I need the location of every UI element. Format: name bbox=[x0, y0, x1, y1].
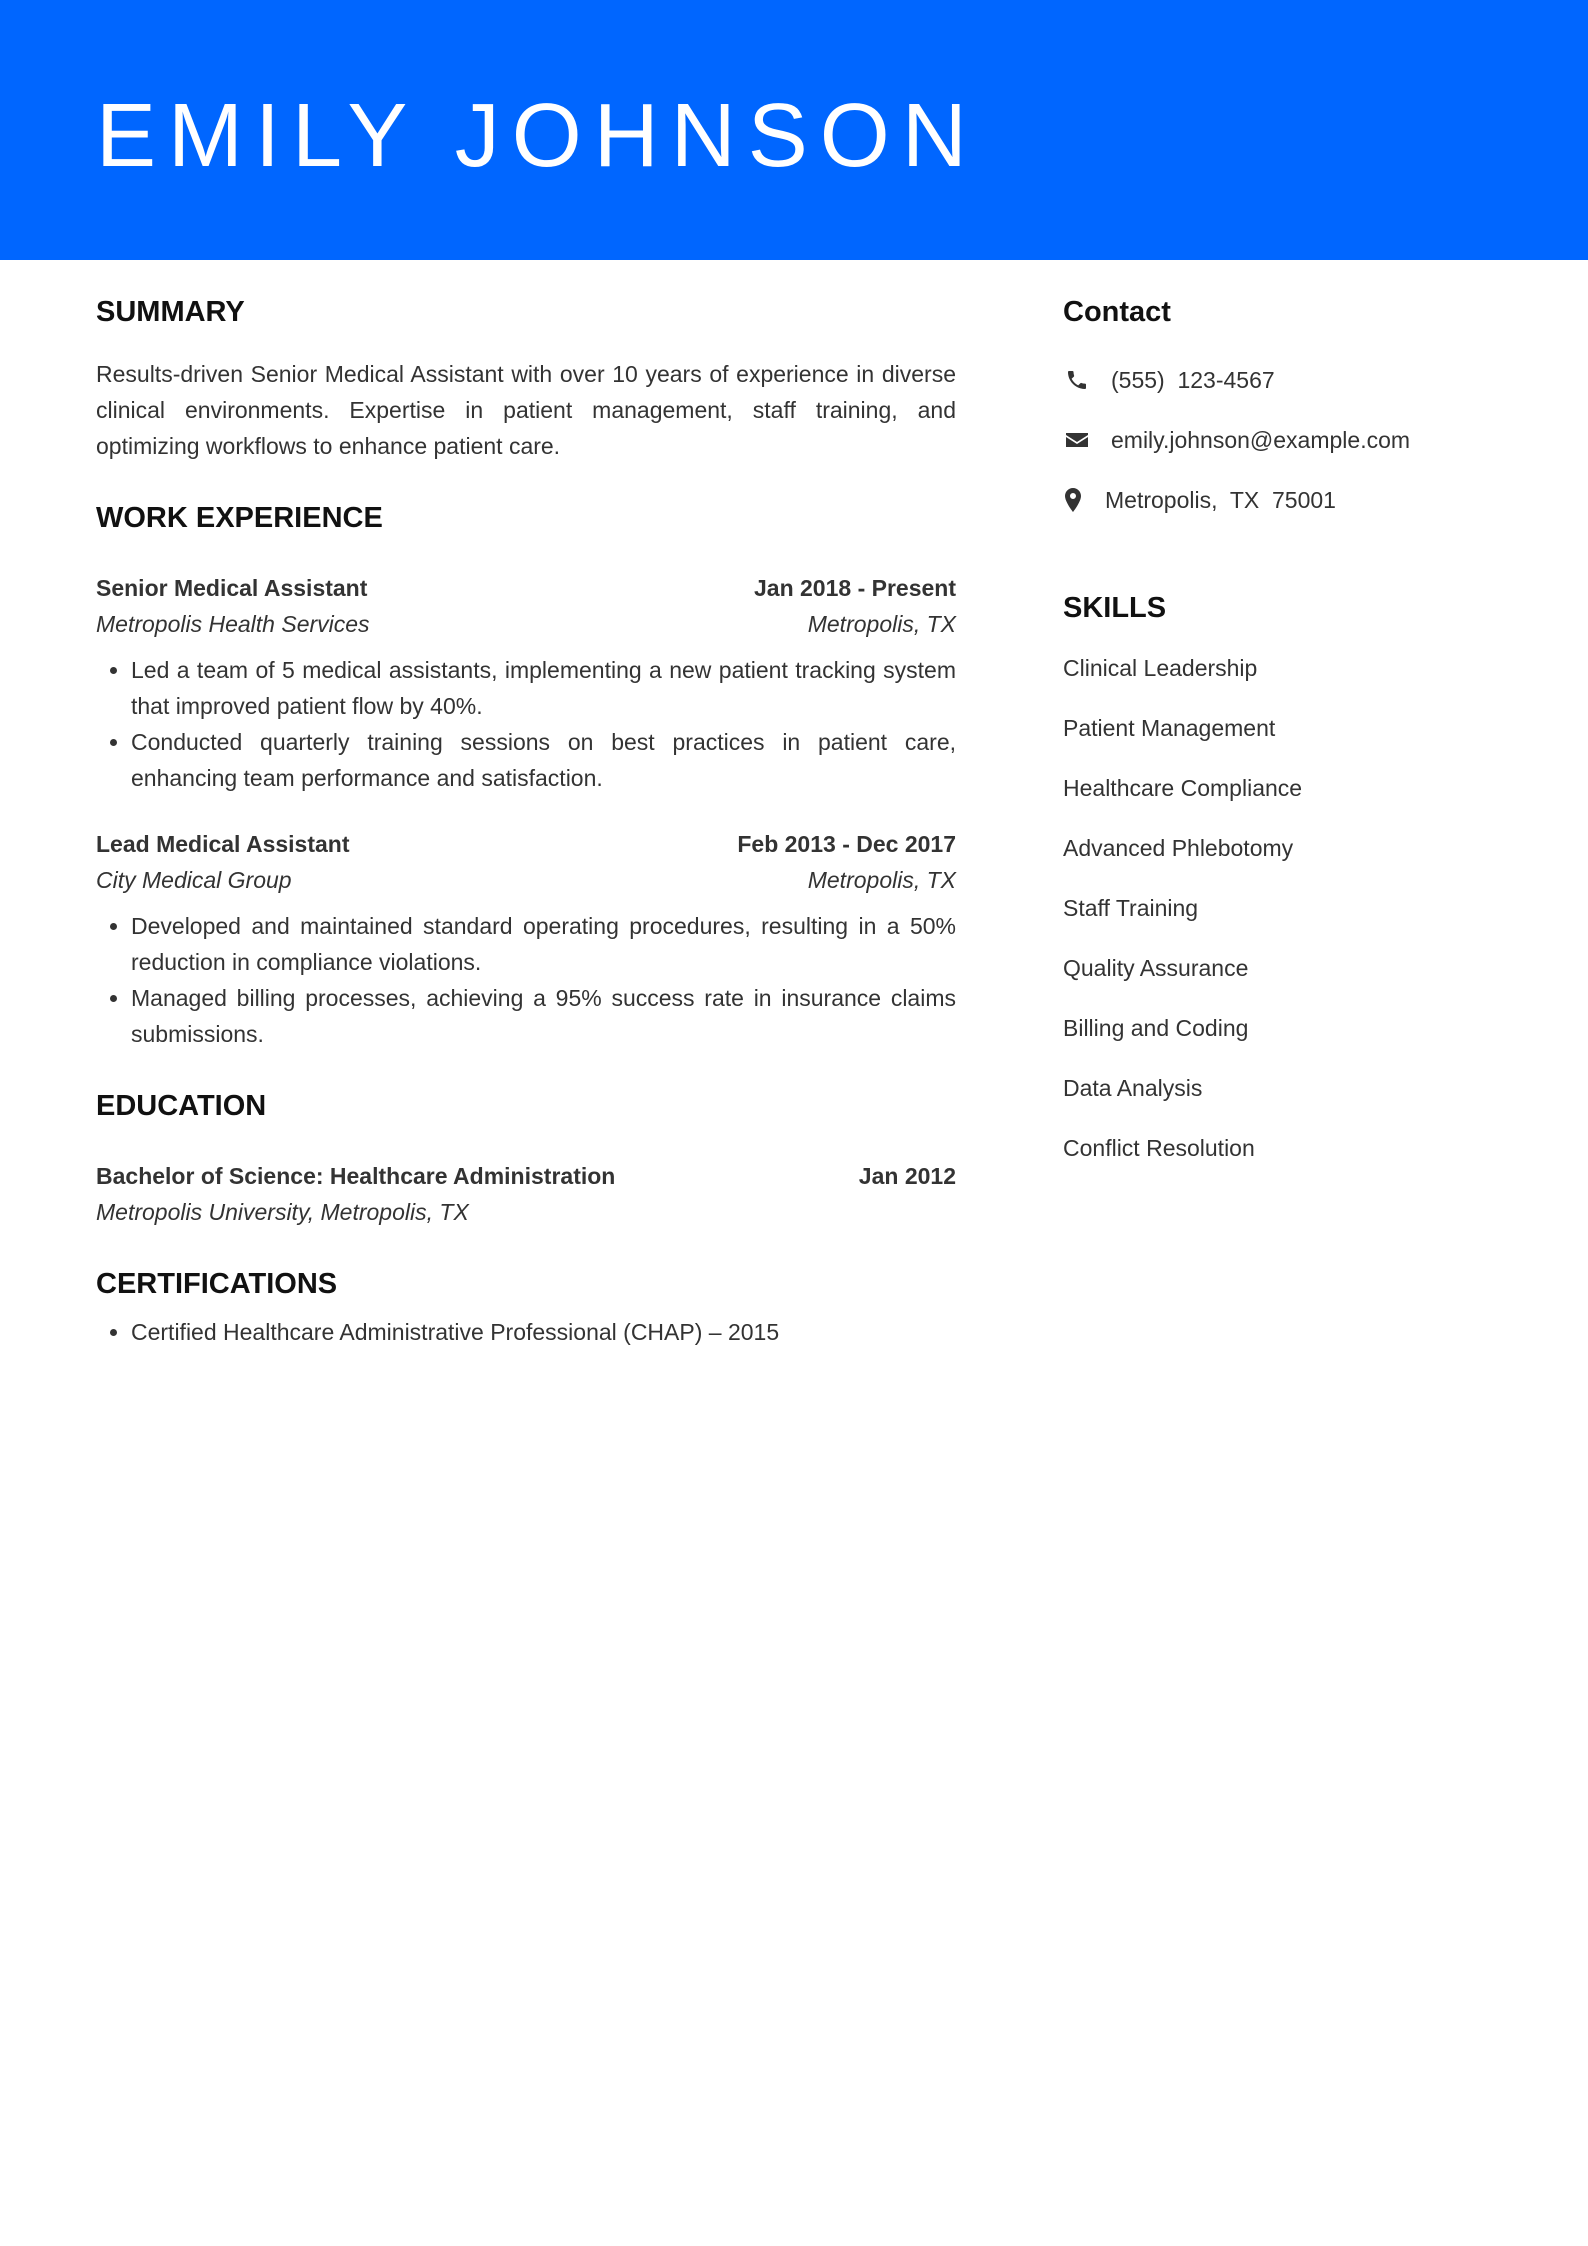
skill-item: Clinical Leadership bbox=[1063, 655, 1258, 681]
candidate-name: EMILY JOHNSON bbox=[96, 86, 979, 186]
skill-item: Billing and Coding bbox=[1063, 1015, 1249, 1041]
map-pin-icon bbox=[1063, 486, 1083, 514]
main-column bbox=[96, 292, 956, 1350]
certification-item: • Certified Healthcare Administrative Professional (CHAP) – 2015 bbox=[131, 1314, 956, 1350]
summary-text: Results-driven Senior Medical Assistant with over 10 years of experience in diverse clinical environments. Expertise in patient management, staff training, and optimizing workflows to enhance patient care. bbox=[96, 361, 956, 459]
job-role: Lead Medical Assistant bbox=[96, 831, 350, 857]
section-title-education: EDUCATION bbox=[96, 1090, 267, 1122]
skills-list bbox=[1063, 650, 1503, 1166]
job-location: Metropolis, TX bbox=[807, 867, 956, 893]
skill-item: Healthcare Compliance bbox=[1063, 775, 1303, 801]
section-title-certifications: CERTIFICATIONS bbox=[96, 1268, 338, 1300]
certifications-section bbox=[96, 1264, 956, 1350]
job-location: Metropolis, TX bbox=[807, 611, 956, 637]
education-section bbox=[96, 1086, 956, 1230]
education-date: Jan 2012 bbox=[858, 1163, 956, 1189]
job-bullet: • Managed billing processes, achieving a 95% success rate in insurance claims submissions. bbox=[131, 980, 956, 1052]
contact-email bbox=[1063, 422, 1503, 458]
job-entry bbox=[96, 826, 956, 1052]
job-dates: Jan 2018 - Present bbox=[753, 575, 956, 601]
skill-item: Conflict Resolution bbox=[1063, 1135, 1255, 1161]
skill-item: Advanced Phlebotomy bbox=[1063, 835, 1294, 861]
skill-item: Staff Training bbox=[1063, 895, 1199, 921]
sidebar-column bbox=[1063, 292, 1503, 1166]
skills-section bbox=[1063, 588, 1503, 1166]
header-banner bbox=[0, 0, 1588, 260]
contact-phone-text: (555) 123-4567 bbox=[1111, 367, 1275, 393]
contact-section bbox=[1063, 292, 1503, 518]
job-bullets bbox=[96, 652, 956, 796]
skill-item: Patient Management bbox=[1063, 715, 1276, 741]
education-entry bbox=[96, 1158, 956, 1230]
job-entry bbox=[96, 570, 956, 796]
work-experience-section bbox=[96, 498, 956, 1052]
section-title-work-experience: WORK EXPERIENCE bbox=[96, 502, 383, 534]
contact-location-text: Metropolis, TX 75001 bbox=[1105, 487, 1336, 513]
contact-email-text: emily.johnson@example.com bbox=[1111, 427, 1411, 453]
section-title-summary: SUMMARY bbox=[96, 296, 245, 328]
education-degree: Bachelor of Science: Healthcare Administration bbox=[96, 1163, 616, 1189]
job-company: City Medical Group bbox=[96, 867, 292, 893]
skill-item: Data Analysis bbox=[1063, 1075, 1203, 1101]
skill-item: Quality Assurance bbox=[1063, 955, 1249, 981]
section-title-contact: Contact bbox=[1063, 296, 1171, 328]
job-bullet: • Led a team of 5 medical assistants, implementing a new patient tracking system that improved patient flow by 40%. bbox=[131, 652, 956, 724]
job-company: Metropolis Health Services bbox=[96, 611, 370, 637]
job-bullets bbox=[96, 908, 956, 1052]
job-bullet: • Conducted quarterly training sessions on best practices in patient care, enhancing team performance and satisfaction. bbox=[131, 724, 956, 796]
summary-section bbox=[96, 292, 956, 464]
contact-location bbox=[1063, 482, 1503, 518]
job-bullet: • Developed and maintained standard operating procedures, resulting in a 50% reduction in compliance violations. bbox=[131, 908, 956, 980]
phone-icon bbox=[1063, 366, 1091, 394]
certification-list bbox=[96, 1314, 956, 1350]
job-role: Senior Medical Assistant bbox=[96, 575, 368, 601]
section-title-skills: SKILLS bbox=[1063, 592, 1167, 624]
contact-phone bbox=[1063, 362, 1503, 398]
job-dates: Feb 2013 - Dec 2017 bbox=[737, 831, 956, 857]
envelope-icon bbox=[1063, 426, 1091, 454]
education-school: Metropolis University, Metropolis, TX bbox=[96, 1199, 469, 1225]
